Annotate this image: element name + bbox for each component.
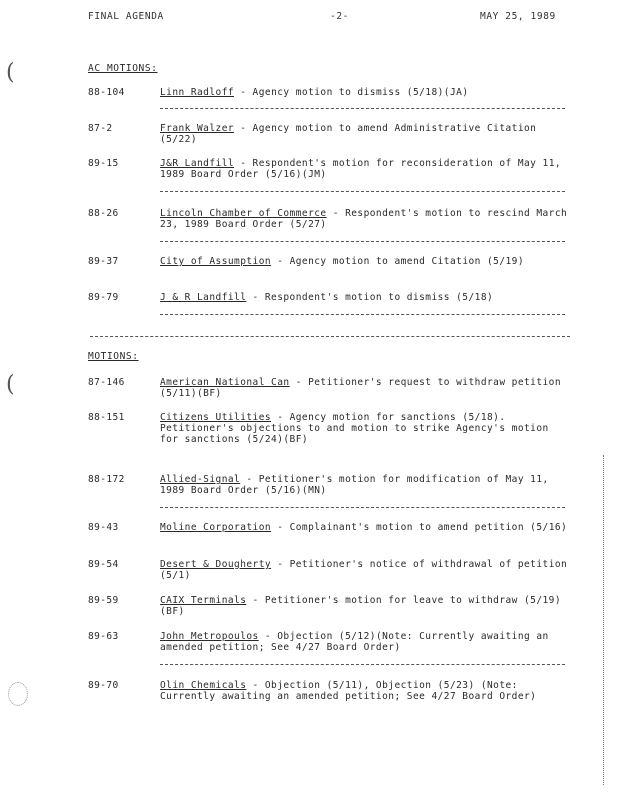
case-number: 88-26 [88,208,119,219]
separator-line [160,314,565,315]
party-name: J&R Landfill [160,158,235,169]
party-name: Citizens Utilities [160,412,272,423]
agenda-entry [160,474,570,496]
separator-line [160,241,565,242]
agenda-entry [160,123,570,145]
party-name: American National Can [160,377,290,388]
agenda-entry [160,595,570,617]
case-number: 89-43 [88,522,119,533]
case-number: 87-146 [88,377,125,388]
party-name: CAIX Terminals [160,595,247,606]
party-name: Olin Chemicals [160,680,247,691]
agenda-entry [160,412,570,445]
case-number: 87-2 [88,123,113,134]
section-title-ac-motions: AC MOTIONS: [88,63,158,74]
entry-text: - Objection (5/12)(Note: Currently awaiting an amended petition; See 4/27 Board Order) [160,631,549,653]
agenda-entry [160,522,570,533]
agenda-entry [160,377,570,399]
agenda-entry [160,559,570,581]
entry-text: - Respondent's motion for reconsideration of May 11, 1989 Board Order (5/16)(JM) [160,158,562,180]
entry-text: - Petitioner's motion for leave to withdraw (5/19)(BF) [160,595,562,617]
header-page-number: -2- [330,11,349,22]
entry-text: - Respondent's motion to dismiss (5/18) [246,292,494,303]
separator-line [160,108,565,109]
case-number: 89-15 [88,158,119,169]
case-number: 89-79 [88,292,119,303]
case-number: 88-172 [88,474,125,485]
entry-text: - Objection (5/11), Objection (5/23) (Note: Currently awaiting an amended petition; See 4/27 Board Order) [160,680,537,702]
case-number: 89-54 [88,559,119,570]
agenda-entry [160,631,570,653]
case-number: 89-63 [88,631,119,642]
agenda-entry [160,292,570,303]
party-name: John Metropoulos [160,631,259,642]
party-name: Lincoln Chamber of Commerce [160,208,327,219]
page-edge-line [603,455,604,785]
agenda-entry [160,208,570,230]
section-title-motions: MOTIONS: [88,351,139,362]
entry-text: - Petitioner's notice of withdrawal of petition (5/1) [160,559,568,581]
case-number: 89-70 [88,680,119,691]
party-name: Linn Radloff [160,87,235,98]
party-name: Frank Walzer [160,123,235,134]
agenda-entry [160,158,570,180]
entry-text: - Agency motion for sanctions (5/18). Petitioner's objections to and motion to strike Agency's motion for sanctions (5/24)(BF) [160,412,549,445]
case-number: 88-104 [88,87,125,98]
header-date: MAY 25, 1989 [480,11,556,22]
margin-mark: ( [6,372,15,397]
separator-line [160,191,565,192]
entry-text: - Agency motion to amend Citation (5/19) [271,256,525,267]
party-name: Allied-Signal [160,474,241,485]
entry-text: - Agency motion to dismiss (5/18)(JA) [234,87,469,98]
separator-line [160,664,565,665]
header-left: FINAL AGENDA [88,11,164,22]
punch-hole [8,682,28,706]
entry-text: - Agency motion to amend Administrative Citation (5/22) [160,123,537,145]
case-number: 89-37 [88,256,119,267]
entry-text: - Petitioner's motion for modification of May 11, 1989 Board Order (5/16)(MN) [160,474,549,496]
separator-line [160,507,565,508]
agenda-entry [160,256,570,267]
party-name: City of Assumption [160,256,272,267]
entry-text: - Complainant's motion to amend petition (5/16) [271,522,568,533]
party-name: Desert & Dougherty [160,559,272,570]
case-number: 88-151 [88,412,125,423]
party-name: Moline Corporation [160,522,272,533]
section-divider [90,336,570,337]
entry-text: - Petitioner's request to withdraw petition (5/11)(BF) [160,377,562,399]
case-number: 89-59 [88,595,119,606]
party-name: J & R Landfill [160,292,247,303]
entry-text: - Respondent's motion to rescind March 23, 1989 Board Order (5/27) [160,208,568,230]
margin-mark: ( [6,60,15,85]
agenda-entry [160,680,570,702]
agenda-entry [160,87,570,98]
